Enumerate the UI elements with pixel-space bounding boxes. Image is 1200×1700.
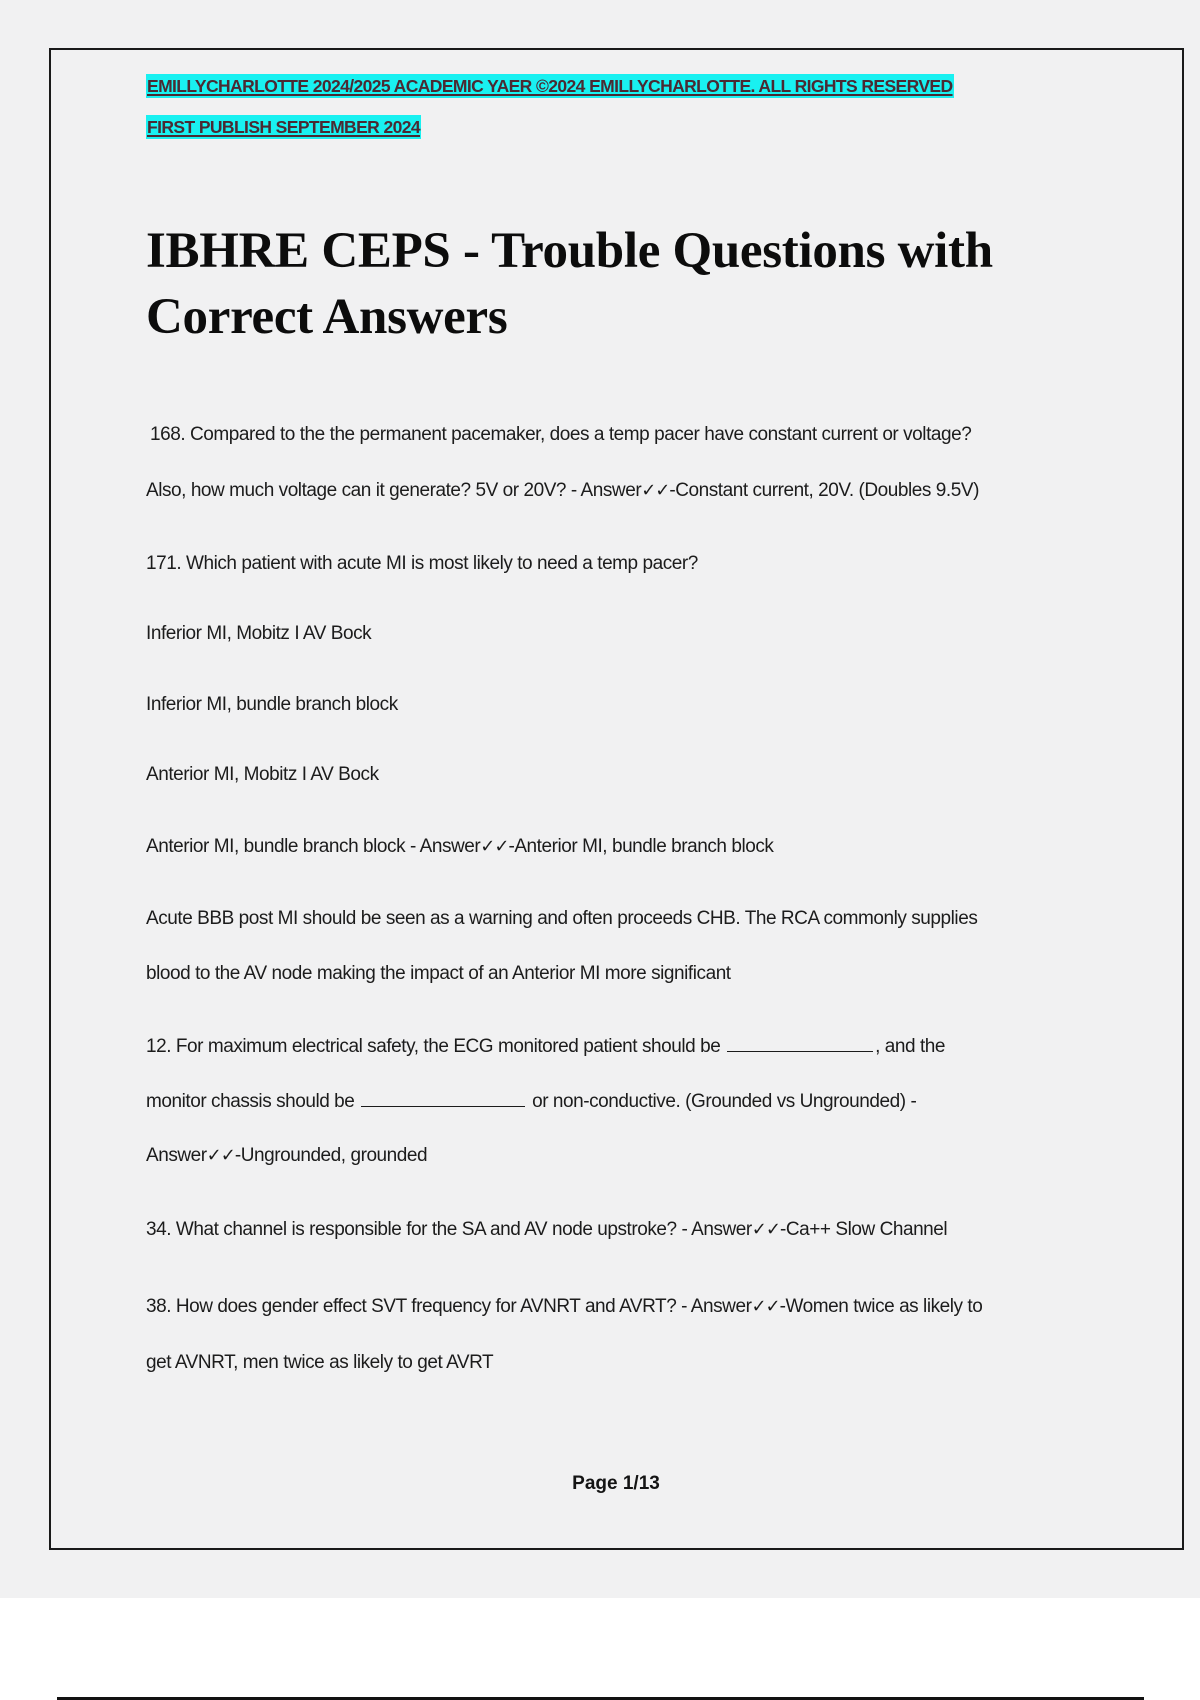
question-168-line-1: 168. Compared to the the permanent pacemaker, does a temp pacer have constant current or voltage? [150, 424, 972, 445]
page-number: Page 1/13 [572, 1473, 660, 1494]
option-4-text: Anterior MI, bundle branch block - [146, 836, 420, 857]
copyright-header: EMILLYCHARLOTTE 2024/2025 ACADEMIC YAER ©2024 EMILLYCHARLOTTE. ALL RIGHTS RESERVED [147, 76, 953, 96]
answer-label: Answer [419, 836, 481, 857]
answer-label: Answer [691, 1219, 752, 1240]
question-38-text: 38. How does gender effect SVT frequency for AVNRT and AVRT? - [146, 1296, 691, 1317]
double-check-icon: ✓✓ [480, 836, 509, 857]
question-34-text: 34. What channel is responsible for the SA and AV node upstroke? - [146, 1219, 692, 1240]
answer-label: Answer [690, 1296, 752, 1317]
fill-in-blank [361, 1088, 525, 1107]
question-12-line-2 [146, 1088, 916, 1114]
question-12-text-4: or non-conductive. (Grounded vs Ungrounded) - [527, 1091, 917, 1112]
question-38-line-2: get AVNRT, men twice as likely to get AVRT [146, 1352, 494, 1373]
question-12-text-2: , and the [875, 1036, 946, 1057]
page-title: IBHRE CEPS - Trouble Questions with Correct Answers [146, 223, 993, 345]
question-12-text-3: monitor chassis should be [146, 1091, 360, 1112]
question-12-answer: -Ungrounded, grounded [234, 1145, 428, 1166]
double-check-icon: ✓✓ [206, 1145, 235, 1166]
option-2: Inferior MI, bundle branch block [146, 694, 398, 715]
question-168-text: Also, how much voltage can it generate? 5V or 20V? - [146, 480, 581, 501]
answer-label: Answer [146, 1145, 207, 1166]
question-12-text-1: 12. For maximum electrical safety, the ECG monitored patient should be [146, 1036, 726, 1057]
question-171-answer: -Anterior MI, bundle branch block [508, 836, 774, 857]
question-171-note-line-1: Acute BBB post MI should be seen as a warning and often proceeds CHB. The RCA commonly supplies [146, 908, 978, 929]
option-3: Anterior MI, Mobitz I AV Bock [146, 764, 379, 785]
answer-label: Answer [580, 480, 642, 501]
publish-date-header: FIRST PUBLISH SEPTEMBER 2024 [147, 117, 420, 137]
double-check-icon: ✓✓ [751, 1219, 780, 1240]
question-168-line-2 [146, 479, 979, 503]
question-12-line-3 [146, 1144, 427, 1168]
double-check-icon: ✓✓ [641, 480, 670, 501]
option-1: Inferior MI, Mobitz I AV Bock [146, 623, 372, 644]
question-38-line-1 [146, 1295, 982, 1319]
question-171-note-line-2: blood to the AV node making the impact of an Anterior MI more significant [146, 963, 731, 984]
option-4 [146, 835, 773, 859]
question-168-answer: -Constant current, 20V. (Doubles 9.5V) [669, 480, 979, 501]
question-34 [146, 1218, 947, 1242]
question-171: 171. Which patient with acute MI is most likely to need a temp pacer? [146, 553, 698, 574]
question-34-answer: -Ca++ Slow Channel [779, 1219, 948, 1240]
double-check-icon: ✓✓ [751, 1296, 780, 1317]
fill-in-blank [727, 1033, 873, 1052]
question-12-line-1 [146, 1033, 945, 1059]
question-38-answer: -Women twice as likely to [779, 1296, 983, 1317]
